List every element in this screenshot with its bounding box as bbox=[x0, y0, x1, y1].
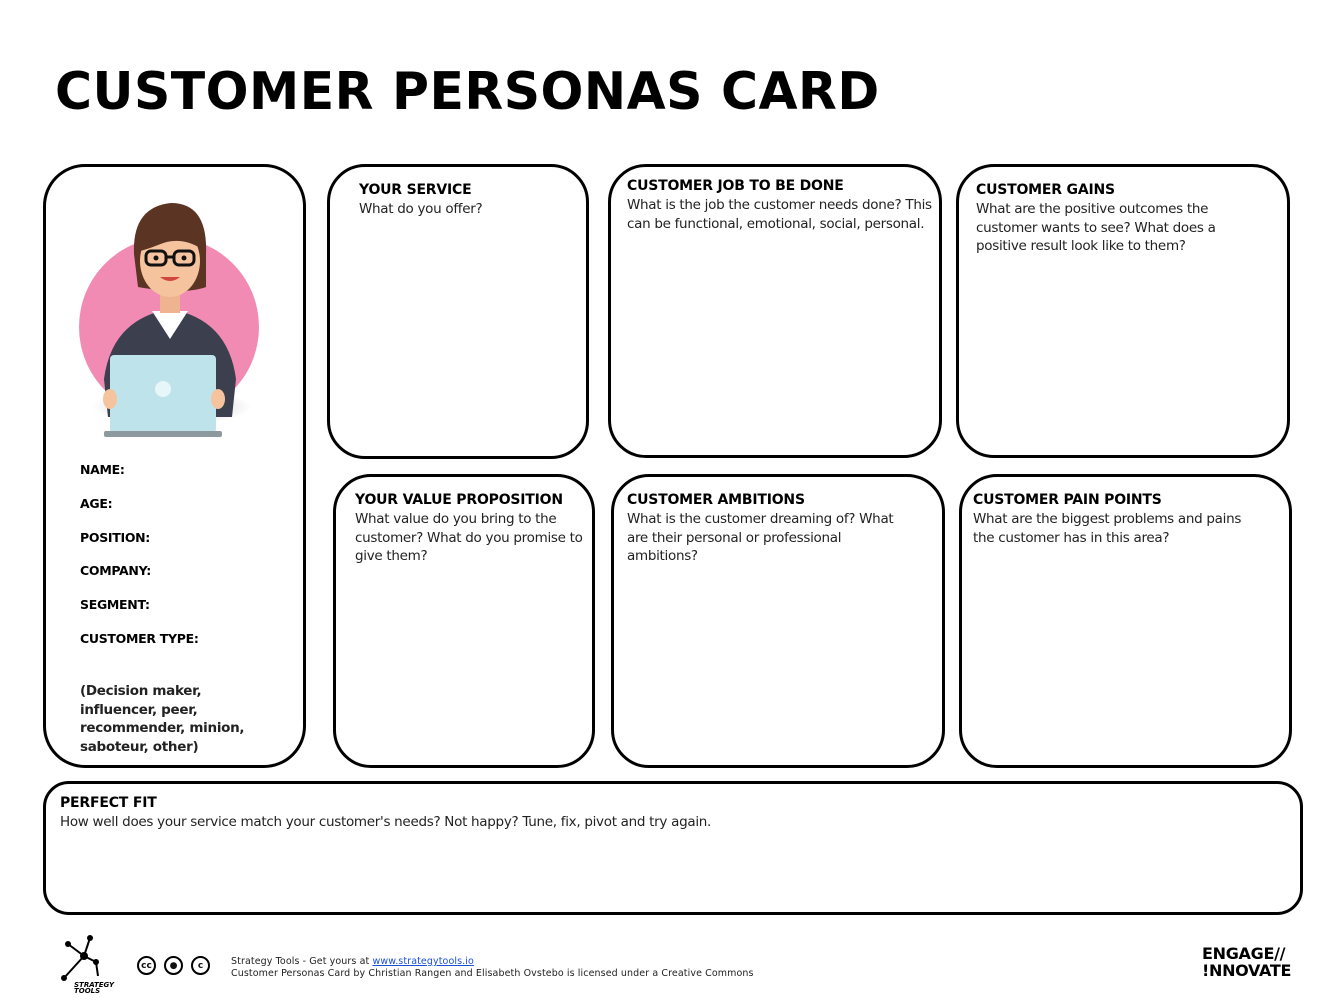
value-proposition-box bbox=[333, 474, 595, 768]
your-service-title: YOUR SERVICE bbox=[359, 182, 472, 198]
field-customer-type: CUSTOMER TYPE: bbox=[80, 630, 199, 646]
footer-line2: Customer Personas Card by Christian Rangen and Elisabeth Ovstebo is licensed under a Creative Commons bbox=[231, 968, 754, 979]
customer-gains-title: CUSTOMER GAINS bbox=[976, 182, 1115, 198]
engage-innovate-logo bbox=[1202, 945, 1291, 979]
field-position: POSITION: bbox=[80, 529, 151, 545]
customer-job-box bbox=[608, 164, 942, 458]
your-service-text: What do you offer? bbox=[359, 201, 483, 217]
cc-icon: cc bbox=[137, 956, 156, 975]
profile-fields bbox=[80, 462, 199, 665]
strategy-tools-logo bbox=[58, 934, 118, 994]
perfect-fit-title: PERFECT FIT bbox=[60, 795, 157, 811]
customer-type-hint: (Decision maker, influencer, peer, recommender, minion, saboteur, other) bbox=[80, 683, 245, 755]
svg-text:STRATEGY: STRATEGY bbox=[74, 981, 115, 989]
customer-gains-text: What are the positive outcomes the customer wants to see? What does a positive result look like to them? bbox=[976, 201, 1216, 254]
field-name: NAME: bbox=[80, 462, 125, 477]
footer-line1: Strategy Tools - Get yours at bbox=[231, 956, 373, 967]
perfect-fit-text: How well does your service match your customer's needs? Not happy? Tune, fix, pivot and try again. bbox=[60, 814, 712, 830]
customer-ambitions-text: What is the customer dreaming of? What are their personal or professional ambitions? bbox=[627, 511, 894, 564]
strategytools-link[interactable]: www.strategytools.io bbox=[372, 956, 474, 967]
license-text bbox=[231, 956, 754, 980]
field-segment: SEGMENT: bbox=[80, 597, 150, 613]
customer-pain-points-text: What are the biggest problems and pains the customer has in this area? bbox=[973, 511, 1242, 546]
persona-woman-laptop-icon bbox=[72, 199, 262, 437]
customer-ambitions-title: CUSTOMER AMBITIONS bbox=[627, 492, 805, 508]
engage-innovate-line1: ENGAGE// bbox=[1202, 944, 1286, 963]
your-service-box bbox=[327, 164, 589, 459]
copyright-icon: c bbox=[191, 956, 210, 975]
persona-profile-card bbox=[43, 164, 306, 768]
value-proposition-title: YOUR VALUE PROPOSITION bbox=[355, 492, 563, 508]
customer-ambitions-box bbox=[611, 474, 945, 768]
customer-job-title: CUSTOMER JOB TO BE DONE bbox=[627, 178, 844, 194]
attribution-icon: ● bbox=[164, 956, 183, 975]
svg-text:TOOLS: TOOLS bbox=[74, 987, 101, 994]
perfect-fit-box bbox=[43, 781, 1303, 915]
field-company: COMPANY: bbox=[80, 563, 151, 579]
customer-gains-box bbox=[956, 164, 1290, 458]
page-title: CUSTOMER PERSONAS CARD bbox=[55, 62, 880, 122]
customer-pain-points-title: CUSTOMER PAIN POINTS bbox=[973, 492, 1162, 508]
customer-job-text: What is the job the customer needs done? This can be functional, emotional, social, personal. bbox=[627, 197, 932, 232]
field-age: AGE: bbox=[80, 495, 113, 511]
creative-commons-icons bbox=[137, 956, 210, 975]
engage-innovate-line2: !NNOVATE bbox=[1202, 961, 1292, 980]
customer-pain-points-box bbox=[959, 474, 1292, 768]
value-proposition-text: What value do you bring to the customer? What do you promise to give them? bbox=[355, 511, 583, 564]
